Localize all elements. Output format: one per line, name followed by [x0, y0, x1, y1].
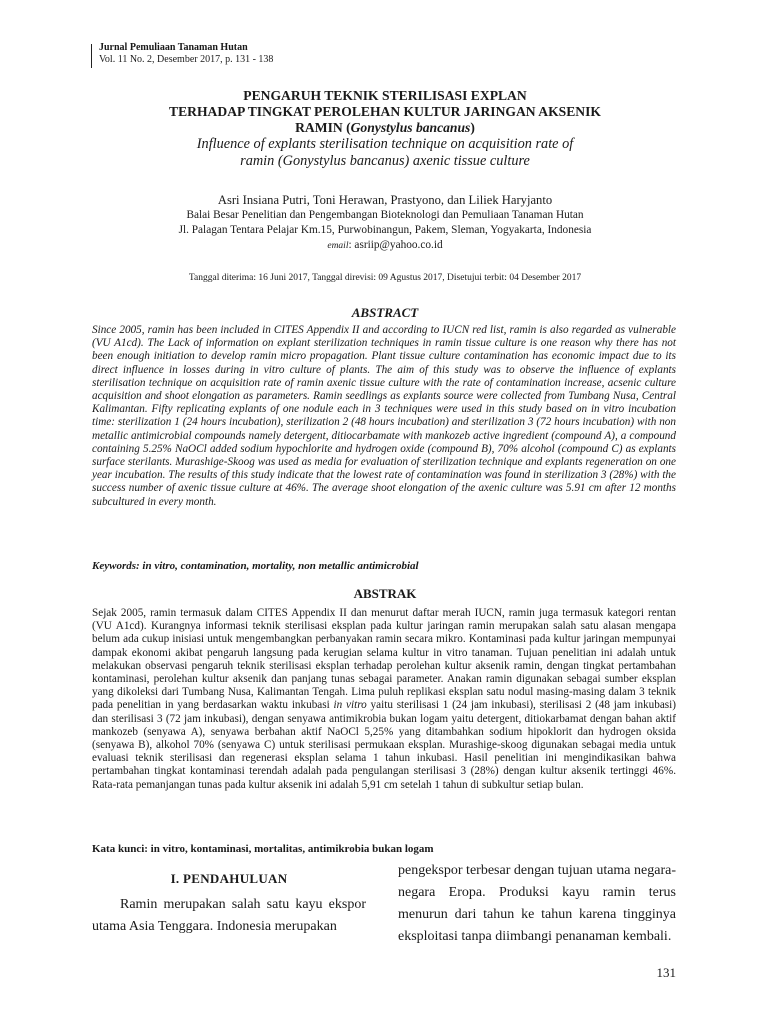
keywords-id: Kata kunci: in vitro, kontaminasi, mortalitas, antimikrobia bukan logam: [92, 843, 434, 855]
english-title-line-1: Influence of explants sterilisation technique on acquisition rate of: [196, 136, 574, 152]
abstrak-body: Sejak 2005, ramin termasuk dalam CITES Appendix II dan menurut daftar merah IUCN, ramin juga termasuk kategori rentan (VU A1cd). Kurangnya informasi teknik sterilisasi eksplan pada kultur jaringan ramin merupakan salah satu alasan mengapa belum ada cukup inisiasi untuk mengembangkan perbanyakan ramin secara mikro. Kontaminasi pada kultur jaringan mempunyai dampak ekonomi akibat pengaruh langsung pada kerugian selama kultur in vitro tanaman. Tujuan penelitian ini adalah untuk melakukan observasi pengaruh teknik sterilisasi eksplan terhadap perolehan kultur aksenik ramin, dengan tingkat pertambahan kontaminasi, perolehan kultur aksenik dan panjang tunas sebagai parameter. Anakan ramin digunakan sebagai sumber eksplan yang dikoleksi dari Tumbang Nusa, Kalimantan Tengah. Lima puluh replikasi eksplan satu nodul masing-masing dalam 3 teknik pada penelitian in yang berdasarkan waktu inkubasi in vitro yaitu sterilisasi 1 (24 jam inkubasi), sterilisasi 2 (48 jam inkubasi) dan sterilisasi 3 (72 jam inkubasi), dengan senyawa antimikrobia bukan logam yaitu detergent, ditiokarbamat dengan bahan aktif mankozeb (senyawa A), senyawa berbahan aktif NaOCl 5,25% yang ditambahkan sodium hipoklorit dan hydrogen oksida (senyawa B), alkohol 70% (senyawa C) untuk sterilisasi permukaan eksplan. Murashige-skoog digunakan sebagai media untuk evaluasi teknik sterilisasi dan regenerasi eksplan selama 1 tahun inkubasi. Hasil penelitian ini mengindikasikan bahwa pertambahan tingkat kontaminasi terendah adalah pada pengulangan sterilisasi 3 (28%) dengan kultur aksenik tertinggi 46%. Rata-rata pemanjangan tunas pada kultur aksenik ini adalah 5,91 cm setelah 1 tahun di subkultur setiap bulan.: [92, 607, 676, 791]
author-list: Asri Insiana Putri, Toni Herawan, Prastyono, dan Liliek Haryjanto: [217, 193, 553, 207]
species-name: Gonystylus bancanus: [350, 120, 471, 135]
journal-header: [99, 42, 273, 66]
volume-info: Vol. 11 No. 2, Desember 2017, p. 131 - 138: [99, 54, 274, 65]
title-line-2: TERHADAP TINGKAT PEROLEHAN KULTUR JARINGAN AKSENIK: [169, 104, 601, 119]
abstract-heading: ABSTRACT: [351, 305, 419, 320]
intro-text-left: Ramin merupakan salah satu kayu ekspor utama Asia Tenggara. Indonesia merupakan: [92, 897, 366, 934]
intro-text-right: pengekspor terbesar dengan tujuan utama negara-negara Eropa. Produksi kayu ramin terus menurun dari tahun ke tahun karena tingginya eksploitasi tanpa diimbangi penanaman kembali.: [398, 863, 676, 944]
abstract-body: Since 2005, ramin has been included in CITES Appendix II and according to IUCN red list, ramin is also regarded as vulnerable (VU A1cd). The Lack of information on explant sterilization techniques in ramin tissue culture is one reason why there has not been enough initiation to develop ramin micro propagation. Plant tissue culture contamination has economic impact due to its direct influence in losses during in vitro culture of plants. The aim of this study was to observe the influence of explants sterilisation technique on acquisition rate of ramin axenic tissue culture with the rate of contamination increase, acsenic culture acquisition and shoot elongation as parameters. Ramin seedlings as explants source were collected from Tumbang Nusa, Central Kalimantan. Fifty replicating explants of one nodule each in 3 techniques were used in this study based on in vitro incubation time: sterilization 1 (24 hours incubation), sterilization 2 (48 hours incubation) and sterilization 3 (72 hours incubation) with non metallic antimicrobial compounds namely detergent, ditiocarbamate with mankozeb active ingredient (compound A), a compound containing 5.25% NaOCl added sodium hypochlorite and hydrogen oxide (compound B), 70% alcohol (compound C) as explants surface sterilants. Murashige-Skoog was used as media for evaluation of sterilization technique and explants regeneration on one year incubation. The results of this study indicate that the lowest rate of contamination was found in sterilization 3 (28%) with the success number of axenic tissue culture at 46%. The average shoot elongation of the axenic culture was 5.91 cm after 12 months subcultured in every month.: [92, 324, 676, 508]
email-line: [90, 238, 680, 254]
email-label: email: [327, 241, 349, 251]
abstrak-heading: ABSTRAK: [353, 586, 417, 601]
english-title-line-2: ramin (Gonystylus bancanus) axenic tissue culture: [240, 153, 530, 169]
section-heading-pendahuluan: I. PENDAHULUAN: [170, 871, 288, 886]
address: Jl. Palagan Tentara Pelajar Km.15, Purwobinangun, Pakem, Sleman, Yogyakarta, Indonesia: [178, 224, 592, 236]
keywords-en: Keywords: in vitro, contamination, mortality, non metallic antimicrobial: [92, 560, 419, 572]
paper-title: [90, 88, 680, 170]
title-line-1: PENGARUH TEKNIK STERILISASI EXPLAN: [243, 88, 527, 103]
institution: Balai Besar Penelitian dan Pengembangan Bioteknologi dan Pemuliaan Tanaman Hutan: [186, 209, 584, 221]
journal-name: Jurnal Pemuliaan Tanaman Hutan: [99, 42, 248, 53]
in-vitro-term: in vitro: [333, 699, 367, 712]
email-link[interactable]: : asriip@yahoo.co.id: [348, 239, 443, 251]
affiliation: [90, 208, 680, 254]
page-number: 131: [656, 965, 676, 980]
header-rule: [91, 44, 92, 68]
publication-dates: Tanggal diterima: 16 Juni 2017, Tanggal direvisi: 09 Agustus 2017, Disetujui terbit: 04 Desember 2017: [188, 273, 582, 283]
title-line-3: RAMIN (Gonystylus bancanus): [295, 120, 475, 135]
